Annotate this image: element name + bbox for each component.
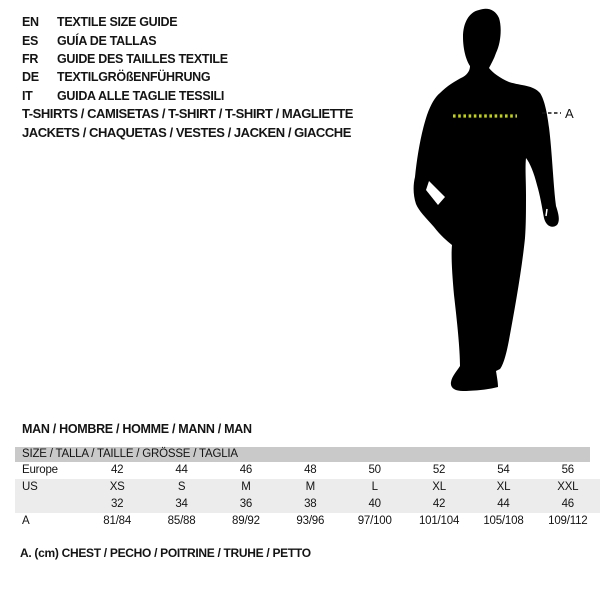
size-cell: 52	[432, 464, 446, 476]
table-row-chest-a	[15, 513, 600, 530]
row-label: A	[22, 515, 30, 527]
table-row-numeric	[15, 496, 600, 513]
size-cell: L	[371, 481, 378, 493]
size-cell: 44	[175, 464, 188, 476]
size-cell: 46	[561, 498, 575, 510]
size-cell: 105/108	[483, 515, 524, 527]
size-cell: 38	[304, 498, 317, 510]
category-line-tshirts: T-SHIRTS / CAMISETAS / T-SHIRT / T-SHIRT / MAGLIETTE	[22, 106, 353, 121]
size-cell: 97/100	[357, 515, 392, 527]
size-cell: S	[177, 481, 186, 493]
size-cell: XS	[109, 481, 125, 493]
size-cell: 109/112	[548, 515, 588, 527]
size-cell: M	[305, 481, 315, 493]
size-cell: 36	[239, 498, 253, 510]
size-cell: 40	[368, 498, 381, 510]
size-cell: XXL	[557, 481, 579, 493]
thumb-slit	[546, 209, 547, 216]
size-cell: XL	[432, 481, 446, 493]
size-cell: 42	[110, 464, 124, 476]
size-cell: 93/96	[296, 515, 325, 527]
table-row-europe	[15, 462, 600, 479]
language-row	[22, 13, 228, 31]
language-row	[22, 31, 228, 49]
size-cell: 54	[497, 464, 510, 476]
size-cell: 50	[368, 464, 381, 476]
language-title: GUIDE DES TAILLES TEXTILE	[57, 51, 228, 66]
language-code: EN	[22, 15, 39, 30]
language-code: ES	[22, 33, 39, 48]
size-cell: 85/88	[167, 515, 196, 527]
measure-footnote: A. (cm) CHEST / PECHO / POITRINE / TRUHE / PETTO	[20, 546, 311, 560]
language-code: DE	[22, 70, 39, 85]
man-silhouette	[395, 5, 595, 395]
size-cell: 101/104	[418, 515, 460, 527]
category-line-jackets: JACKETS / CHAQUETAS / VESTES / JACKEN / GIACCHE	[22, 125, 351, 140]
language-title: TEXTILE SIZE GUIDE	[57, 15, 178, 30]
size-cell: 89/92	[232, 515, 260, 527]
language-title: TEXTILGRÖßENFÜHRUNG	[57, 70, 211, 85]
measure-label: A	[565, 106, 574, 121]
section-heading: MAN / HOMBRE / HOMME / MANN / MAN	[22, 422, 252, 436]
size-cell: 42	[432, 498, 446, 510]
size-cell: 44	[497, 498, 510, 510]
language-title: GUIDA ALLE TAGLIE TESSILI	[57, 88, 225, 103]
size-cell: 46	[239, 464, 253, 476]
language-list	[22, 13, 228, 105]
size-cell: M	[241, 481, 251, 493]
size-cell: 56	[561, 464, 575, 476]
row-label	[15, 496, 85, 513]
language-row	[22, 68, 228, 86]
size-cell: 34	[175, 498, 188, 510]
row-label: Europe	[22, 464, 58, 476]
language-row	[22, 50, 228, 68]
size-table	[15, 447, 600, 530]
size-cell: 48	[304, 464, 317, 476]
language-row	[22, 87, 228, 105]
size-cell: XL	[496, 481, 511, 493]
language-code: FR	[22, 51, 39, 66]
row-label: US	[22, 481, 38, 493]
table-row-us	[15, 479, 600, 496]
table-header: SIZE / TALLA / TAILLE / GRÖSSE / TAGLIA	[15, 447, 590, 462]
size-cell: 81/84	[103, 515, 132, 527]
size-cell: 32	[110, 498, 124, 510]
category-list	[22, 104, 353, 142]
language-code: IT	[22, 88, 33, 103]
language-title: GUÍA DE TALLAS	[57, 33, 157, 48]
